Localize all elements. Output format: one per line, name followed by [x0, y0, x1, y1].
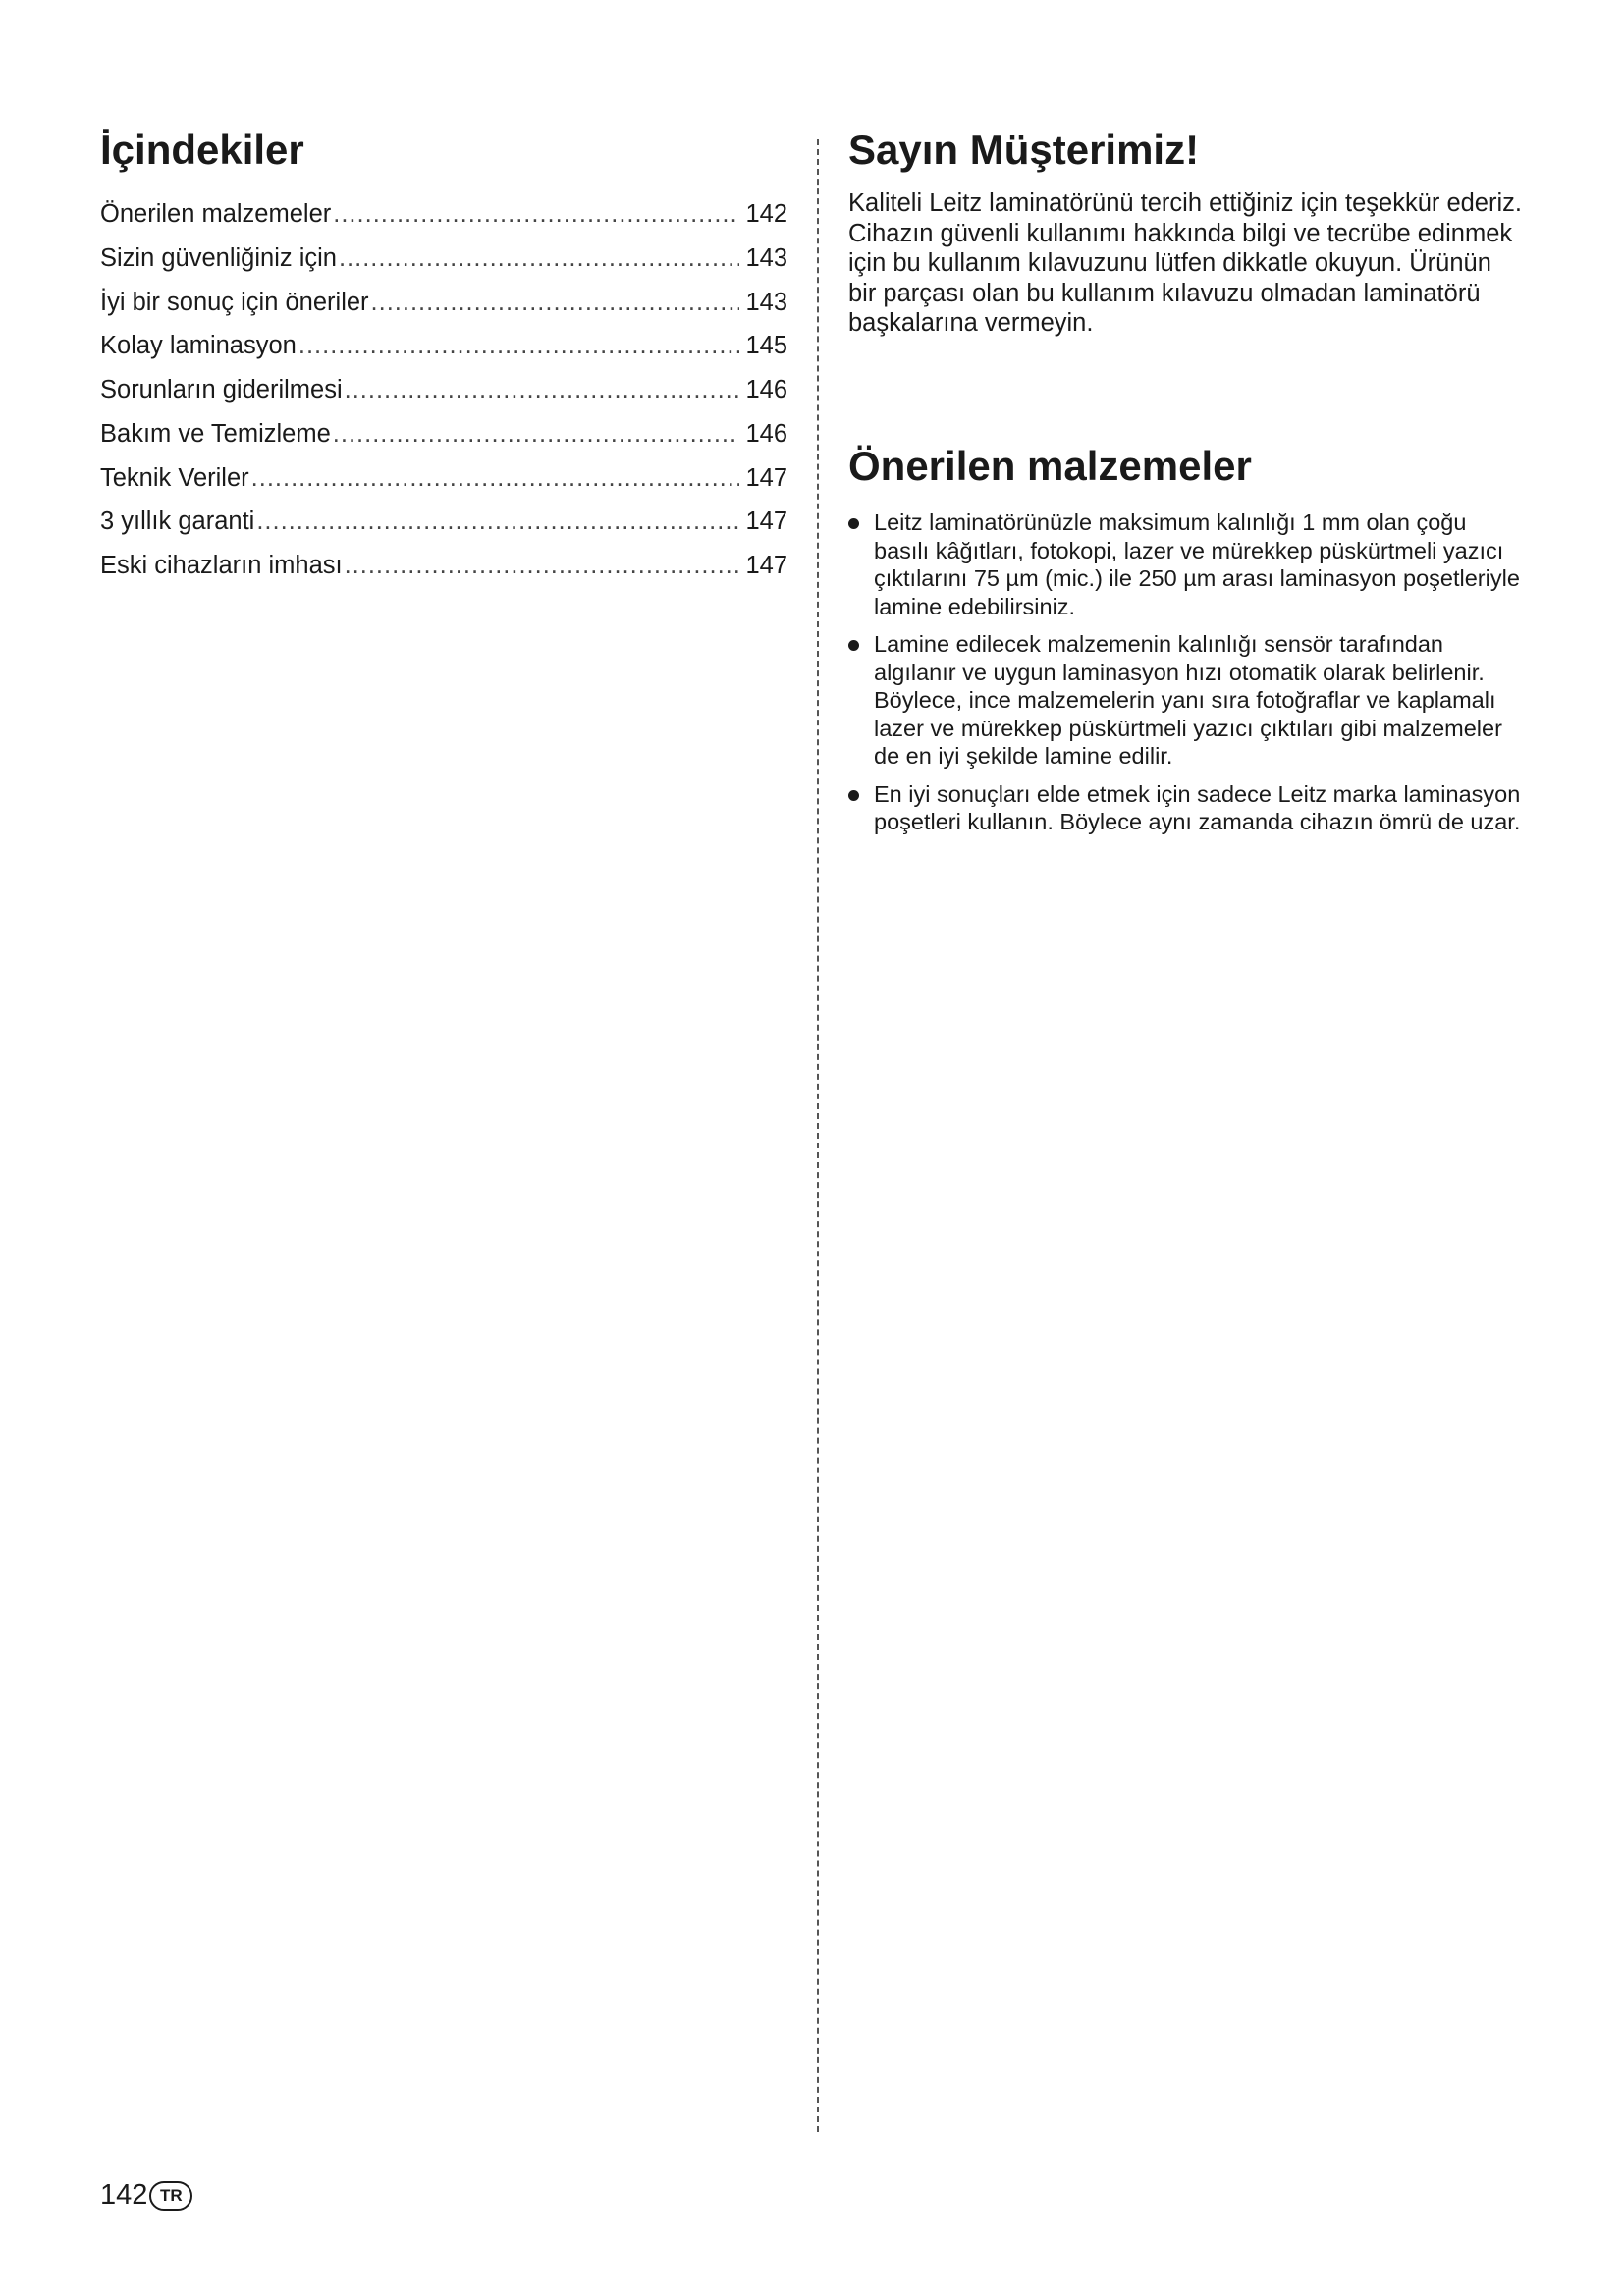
toc-leader-dots	[333, 192, 739, 237]
greeting-text: Kaliteli Leitz laminatörünü tercih ettiğiniz için teşekkür ederiz. Cihazın güvenli kullanımı hakkında bilgi ve tecrübe edinmek için bu kullanım kılavuzunu lütfen dikkatle okuyun. Ürünün bir parçası olan bu kullanım kılavuzu olmadan laminatörü başkalarına vermeyin.	[848, 189, 1522, 338]
list-item-text: En iyi sonuçları elde etmek için sadece Leitz marka laminasyon poşetleri kullanın. Böylece aynı zamanda cihazın ömrü de uzar.	[874, 780, 1521, 835]
materials-title: Önerilen malzemeler	[848, 442, 1252, 489]
list-item-text: Leitz laminatörünüzle maksimum kalınlığı 1 mm olan çoğu basılı kâğıtları, fotokopi, lazer ve mürekkep püskürtmeli yazıcı çıktılarını 75 µm (mic.) ile 250 µm arası laminasyon poşetleriyle lamine edebilirsiniz.	[874, 509, 1520, 619]
column-divider	[817, 139, 819, 2132]
toc-leader-dots	[251, 456, 740, 501]
toc-entry-label: Sizin güvenliğiniz için	[100, 244, 337, 273]
toc-entry-page: 143	[745, 288, 787, 316]
toc-entry-label: Eski cihazların imhası	[100, 551, 343, 579]
materials-list	[848, 508, 1526, 836]
toc-entry-page: 147	[745, 551, 787, 579]
toc-entry[interactable]	[100, 192, 787, 237]
toc-title: İçindekiler	[100, 127, 304, 173]
toc-entry[interactable]	[100, 237, 787, 281]
page-footer	[100, 2179, 192, 2212]
toc-list	[100, 192, 787, 587]
list-item-text: Lamine edilecek malzemenin kalınlığı sensör tarafından algılanır ve uygun laminasyon hızı otomatik olarak belirlenir. Böylece, ince malzemelerin yanı sıra fotoğraflar ve kaplamalı lazer ve mürekkep püskürtmeli yazıcı çıktıları gibi malzemeler de en iyi şekilde lamine edilir.	[874, 631, 1502, 770]
toc-entry-label: Bakım ve Temizleme	[100, 419, 331, 448]
page-number: 142	[100, 2179, 148, 2211]
toc-entry[interactable]	[100, 368, 787, 412]
toc-entry-page: 147	[745, 463, 787, 492]
list-item	[848, 780, 1526, 836]
toc-leader-dots	[345, 368, 740, 412]
toc-entry[interactable]	[100, 281, 787, 325]
toc-entry-page: 142	[745, 200, 787, 229]
materials-section	[848, 442, 1526, 836]
toc-entry-page: 147	[745, 507, 787, 536]
toc-entry[interactable]	[100, 324, 787, 368]
toc-entry[interactable]	[100, 412, 787, 456]
toc-leader-dots	[339, 237, 739, 281]
toc-entry-label: İyi bir sonuç için öneriler	[100, 288, 369, 316]
toc-entry[interactable]	[100, 500, 787, 544]
toc-entry-label: 3 yıllık garanti	[100, 507, 255, 536]
toc-entry-page: 145	[745, 332, 787, 360]
toc-leader-dots	[256, 500, 739, 544]
toc-entry-label: Önerilen malzemeler	[100, 200, 332, 229]
toc-entry-page: 143	[745, 244, 787, 273]
list-item	[848, 630, 1526, 771]
toc-leader-dots	[298, 324, 740, 368]
greeting-title: Sayın Müşterimiz!	[848, 127, 1200, 173]
toc-entry[interactable]	[100, 544, 787, 588]
toc-entry-page: 146	[745, 419, 787, 448]
toc-entry-label: Teknik Veriler	[100, 463, 249, 492]
toc-entry[interactable]	[100, 456, 787, 501]
list-item	[848, 508, 1526, 620]
toc-entry-label: Sorunların giderilmesi	[100, 376, 343, 404]
toc-entry-label: Kolay laminasyon	[100, 332, 297, 360]
toc-leader-dots	[345, 544, 740, 588]
toc-entry-page: 146	[745, 376, 787, 404]
table-of-contents	[100, 126, 787, 588]
toc-leader-dots	[371, 281, 740, 325]
bullet-icon	[848, 518, 859, 529]
language-badge: TR	[149, 2181, 192, 2211]
bullet-icon	[848, 640, 859, 651]
toc-leader-dots	[333, 412, 740, 456]
right-column	[848, 126, 1526, 846]
bullet-icon	[848, 790, 859, 801]
greeting-section	[848, 126, 1526, 339]
